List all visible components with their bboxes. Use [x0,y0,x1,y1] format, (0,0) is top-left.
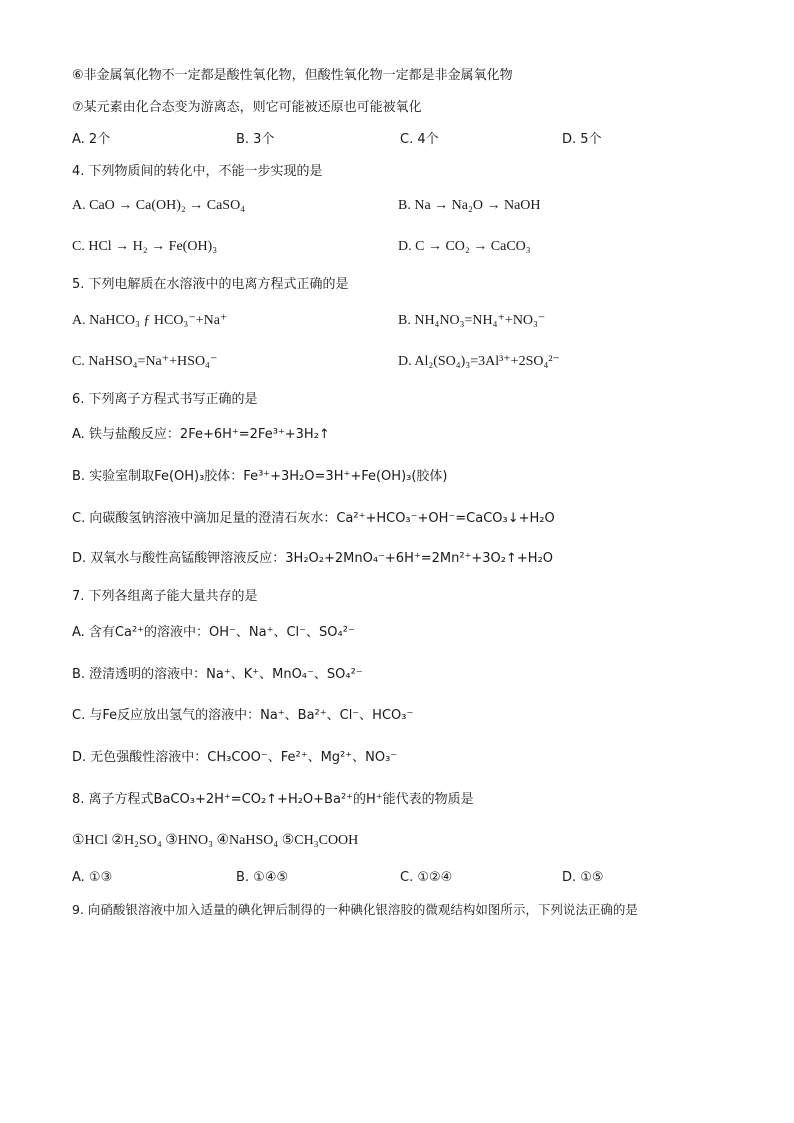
q8-stem: 8. 离子方程式BaCO₃+2H⁺=CO₂↑+H₂O+Ba²⁺的H⁺能代表的物质是 [72,792,474,807]
q4-option-d: D. C → CO₂ → CaCO₃ [398,239,531,254]
q6-option-b: B. 实验室制取Fe(OH)₃胶体：Fe³⁺+3H₂O=3H⁺+Fe(OH)₃(胶体) [72,469,448,484]
q3-option-b: B. 3个 [236,132,275,147]
q7-option-d: D. 无色强酸性溶液中：CH₃COO⁻、Fe²⁺、Mg²⁺、NO₃⁻ [72,750,398,765]
q3-option-a: A. 2个 [72,132,111,147]
q4-stem: 4. 下列物质间的转化中，不能一步实现的是 [72,164,323,179]
q6-option-a: A. 铁与盐酸反应：2Fe+6H⁺=2Fe³⁺+3H₂↑ [72,427,330,442]
q8-option-b: B. ①④⑤ [236,870,289,885]
q4-option-c: C. HCl → H₂ → Fe(OH)₃ [72,239,218,254]
q8-option-a: A. ①③ [72,870,113,885]
q3-option-c: C. 4个 [400,132,439,147]
q8-option-d: D. ①⑤ [562,870,604,885]
q5-option-b: B. NH₄NO₃=NH₄⁺+NO₃⁻ [398,313,546,328]
q3-statement-7: ⑦某元素由化合态变为游离态，则它可能被还原也可能被氧化 [72,100,422,115]
q5-option-c: C. NaHSO₄=Na⁺+HSO₄⁻ [72,354,218,369]
q3-statement-6: ⑥非金属氧化物不一定都是酸性氧化物，但酸性氧化物一定都是非金属氧化物 [72,68,513,83]
q7-option-b: B. 澄清透明的溶液中：Na⁺、K⁺、MnO₄⁻、SO₄²⁻ [72,667,363,682]
q6-option-d: D. 双氧水与酸性高锰酸钾溶液反应：3H₂O₂+2MnO₄⁻+6H⁺=2Mn²⁺+3O₂↑+H₂O [72,551,554,566]
q6-option-c: C. 向碳酸氢钠溶液中滴加足量的澄清石灰水：Ca²⁺+HCO₃⁻+OH⁻=CaCO₃↓+H₂O [72,511,555,526]
q9-stem: 9. 向硝酸银溶液中加入适量的碘化钾后制得的一种碘化银溶胶的微观结构如图所示，下列说法正确的是 [72,902,638,917]
q5-option-a: A. NaHCO₃ ƒ HCO₃⁻+Na⁺ [72,313,228,328]
q7-option-a: A. 含有Ca²⁺的溶液中：OH⁻、Na⁺、Cl⁻、SO₄²⁻ [72,625,355,640]
q3-option-d: D. 5个 [562,132,602,147]
q8-choices: ①HCl ②H₂SO₄ ③HNO₃ ④NaHSO₄ ⑤CH₃COOH [72,833,359,848]
q4-option-b: B. Na → Na₂O → NaOH [398,198,541,213]
q6-stem: 6. 下列离子方程式书写正确的是 [72,392,258,407]
q7-option-c: C. 与Fe反应放出氢气的溶液中：Na⁺、Ba²⁺、Cl⁻、HCO₃⁻ [72,708,414,723]
q7-stem: 7. 下列各组离子能大量共存的是 [72,589,258,604]
q5-stem: 5. 下列电解质在水溶液中的电离方程式正确的是 [72,277,349,292]
q5-option-d: D. Al₂(SO₄)₃=3Al³⁺+2SO₄²⁻ [398,354,560,369]
q4-option-a: A. CaO → Ca(OH)₂ → CaSO₄ [72,198,246,213]
q8-option-c: C. ①②④ [400,870,453,885]
